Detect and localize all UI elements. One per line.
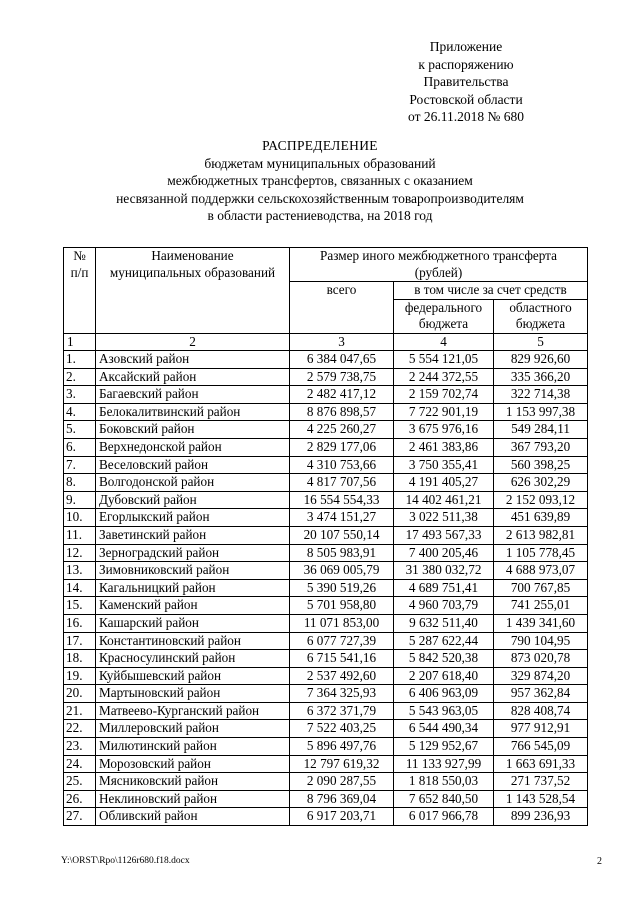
row-number: 6. [64, 438, 96, 456]
row-number: 9. [64, 491, 96, 509]
municipality-name: Белокалитвинский район [96, 403, 290, 421]
amount-federal: 4 960 703,79 [394, 597, 494, 615]
header-row [64, 248, 588, 282]
amount-federal: 2 159 702,74 [394, 386, 494, 404]
amount-total: 5 701 958,80 [290, 597, 394, 615]
table-row [64, 702, 588, 720]
amount-federal: 7 722 901,19 [394, 403, 494, 421]
amount-total: 6 384 047,65 [290, 351, 394, 369]
table-row [64, 456, 588, 474]
table-row [64, 650, 588, 668]
amount-regional: 4 688 973,07 [494, 562, 588, 580]
amount-regional: 766 545,09 [494, 738, 588, 756]
header-federal [394, 299, 494, 333]
amount-regional: 873 020,78 [494, 650, 588, 668]
table-row [64, 544, 588, 562]
col-number: 4 [394, 333, 494, 351]
amount-regional: 1 105 778,45 [494, 544, 588, 562]
amount-total: 5 390 519,26 [290, 579, 394, 597]
row-number: 27. [64, 808, 96, 826]
table-row [64, 685, 588, 703]
amount-federal: 2 207 618,40 [394, 667, 494, 685]
header-name-line2: муниципальных образований [109, 264, 276, 280]
amount-federal: 5 543 963,05 [394, 702, 494, 720]
amount-total: 36 069 005,79 [290, 562, 394, 580]
amount-regional: 899 236,93 [494, 808, 588, 826]
amount-federal: 5 129 952,67 [394, 738, 494, 756]
municipality-name: Мартыновский район [96, 685, 290, 703]
amount-federal: 7 400 205,46 [394, 544, 494, 562]
amount-total: 7 364 325,93 [290, 685, 394, 703]
amount-total: 12 797 619,32 [290, 755, 394, 773]
header-regional [494, 299, 588, 333]
amount-regional: 790 104,95 [494, 632, 588, 650]
row-number: 7. [64, 456, 96, 474]
footer-file-path: Y:\ORST\Rpo\1126r680.f18.docx [61, 856, 190, 866]
appendix-line: Правительства [423, 74, 509, 89]
amount-total: 11 071 853,00 [290, 614, 394, 632]
amount-total: 4 225 260,27 [290, 421, 394, 439]
amount-federal: 6 406 963,09 [394, 685, 494, 703]
municipality-name: Морозовский район [96, 755, 290, 773]
amount-regional: 2 613 982,81 [494, 526, 588, 544]
header-size-line1: Размер иного межбюджетного трансферта [320, 248, 557, 263]
municipality-name: Волгодонской район [96, 474, 290, 492]
amount-total: 2 090 287,55 [290, 773, 394, 791]
appendix-line: Ростовской области [409, 91, 523, 107]
table-row [64, 773, 588, 791]
header-regional-line2: бюджета [515, 316, 566, 331]
municipality-name: Куйбышевский район [96, 667, 290, 685]
municipality-name: Зимовниковский район [96, 562, 290, 580]
municipality-name: Милютинский район [96, 738, 290, 756]
col-number: 1 [64, 333, 96, 351]
title-line: межбюджетных трансфертов, связанных с оказанием [167, 173, 473, 189]
header-federal-line2: бюджета [418, 316, 469, 331]
row-number: 16. [64, 614, 96, 632]
header-regional-line1: областного [509, 299, 572, 315]
table-body [64, 351, 588, 826]
amount-federal: 3 750 355,41 [394, 456, 494, 474]
amount-federal: 6 544 490,34 [394, 720, 494, 738]
header-including: в том числе за счет средств [394, 282, 588, 300]
amount-regional: 741 255,01 [494, 597, 588, 615]
amount-regional: 977 912,91 [494, 720, 588, 738]
header-num-line2: п/п [70, 264, 89, 280]
municipality-name: Веселовский район [96, 456, 290, 474]
row-number: 26. [64, 790, 96, 808]
amount-regional: 560 398,25 [494, 456, 588, 474]
municipality-name: Азовский район [96, 351, 290, 369]
municipality-name: Кагальницкий район [96, 579, 290, 597]
amount-total: 7 522 403,25 [290, 720, 394, 738]
col-number: 2 [96, 333, 290, 351]
table-row [64, 509, 588, 527]
amount-federal: 4 191 405,27 [394, 474, 494, 492]
col-number: 3 [290, 333, 394, 351]
table-row [64, 808, 588, 826]
row-number: 23. [64, 738, 96, 756]
amount-federal: 5 287 622,44 [394, 632, 494, 650]
header-name-line1: Наименование [151, 248, 234, 263]
table-row [64, 491, 588, 509]
distribution-table [63, 247, 588, 826]
amount-total: 8 505 983,91 [290, 544, 394, 562]
amount-federal: 4 689 751,41 [394, 579, 494, 597]
amount-total: 6 917 203,71 [290, 808, 394, 826]
table-row [64, 632, 588, 650]
amount-federal: 6 017 966,78 [394, 808, 494, 826]
table-row [64, 738, 588, 756]
municipality-name: Верхнедонской район [96, 438, 290, 456]
table-row [64, 403, 588, 421]
amount-federal: 7 652 840,50 [394, 790, 494, 808]
amount-federal: 1 818 550,03 [394, 773, 494, 791]
page-number: 2 [597, 856, 602, 867]
amount-regional: 329 874,20 [494, 667, 588, 685]
amount-federal: 5 554 121,05 [394, 351, 494, 369]
amount-total: 6 372 371,79 [290, 702, 394, 720]
row-number: 5. [64, 421, 96, 439]
row-number: 24. [64, 755, 96, 773]
row-number: 2. [64, 368, 96, 386]
amount-total: 4 817 707,56 [290, 474, 394, 492]
amount-federal: 11 133 927,99 [394, 755, 494, 773]
header-name [96, 248, 290, 334]
municipality-name: Багаевский район [96, 386, 290, 404]
appendix-line: Приложение [429, 39, 503, 54]
amount-federal: 2 461 383,86 [394, 438, 494, 456]
amount-regional: 626 302,29 [494, 474, 588, 492]
col-number: 5 [494, 333, 588, 351]
table-row [64, 386, 588, 404]
amount-total: 6 715 541,16 [290, 650, 394, 668]
row-number: 1. [64, 351, 96, 369]
amount-regional: 1 439 341,60 [494, 614, 588, 632]
municipality-name: Кашарский район [96, 614, 290, 632]
row-number: 10. [64, 509, 96, 527]
amount-regional: 700 767,85 [494, 579, 588, 597]
municipality-name: Боковский район [96, 421, 290, 439]
municipality-name: Неклиновский район [96, 790, 290, 808]
appendix-line: к распоряжению [418, 56, 514, 72]
municipality-name: Обливский район [96, 808, 290, 826]
table-row [64, 614, 588, 632]
amount-federal: 14 402 461,21 [394, 491, 494, 509]
municipality-name: Аксайский район [96, 368, 290, 386]
amount-total: 8 796 369,04 [290, 790, 394, 808]
amount-regional: 367 793,20 [494, 438, 588, 456]
table-row [64, 526, 588, 544]
amount-federal: 3 675 976,16 [394, 421, 494, 439]
municipality-name: Красносулинский район [96, 650, 290, 668]
amount-regional: 1 143 528,54 [494, 790, 588, 808]
amount-regional: 957 362,84 [494, 685, 588, 703]
amount-total: 20 107 550,14 [290, 526, 394, 544]
municipality-name: Зерноградский район [96, 544, 290, 562]
header-size-line2: (рублей) [414, 264, 463, 280]
row-number: 14. [64, 579, 96, 597]
table-row [64, 720, 588, 738]
table-row [64, 579, 588, 597]
table-row [64, 421, 588, 439]
appendix-block [366, 38, 566, 126]
document-title [60, 137, 580, 225]
header-federal-line1: федерального [404, 299, 483, 315]
amount-regional: 1 153 997,38 [494, 403, 588, 421]
table-row [64, 667, 588, 685]
amount-regional: 322 714,38 [494, 386, 588, 404]
amount-total: 3 474 151,27 [290, 509, 394, 527]
municipality-name: Миллеровский район [96, 720, 290, 738]
amount-federal: 2 244 372,55 [394, 368, 494, 386]
appendix-line: от 26.11.2018 № 680 [408, 109, 524, 124]
table-row [64, 790, 588, 808]
municipality-name: Дубовский район [96, 491, 290, 509]
amount-total: 4 310 753,66 [290, 456, 394, 474]
amount-total: 2 579 738,75 [290, 368, 394, 386]
title-line: в области растениеводства, на 2018 год [207, 208, 433, 224]
amount-federal: 31 380 032,72 [394, 562, 494, 580]
row-number: 4. [64, 403, 96, 421]
row-number: 15. [64, 597, 96, 615]
header-num [64, 248, 96, 334]
amount-federal: 5 842 520,38 [394, 650, 494, 668]
row-number: 11. [64, 526, 96, 544]
row-number: 3. [64, 386, 96, 404]
title-line: бюджетам муниципальных образований [204, 155, 436, 171]
municipality-name: Мясниковский район [96, 773, 290, 791]
row-number: 22. [64, 720, 96, 738]
row-number: 18. [64, 650, 96, 668]
table-row [64, 474, 588, 492]
row-number: 20. [64, 685, 96, 703]
table-row [64, 597, 588, 615]
header-total: всего [290, 282, 394, 334]
amount-total: 2 537 492,60 [290, 667, 394, 685]
row-number: 21. [64, 702, 96, 720]
table-row [64, 562, 588, 580]
amount-total: 6 077 727,39 [290, 632, 394, 650]
municipality-name: Матвеево-Курганский район [96, 702, 290, 720]
amount-regional: 335 366,20 [494, 368, 588, 386]
amount-total: 2 482 417,12 [290, 386, 394, 404]
amount-regional: 271 737,52 [494, 773, 588, 791]
amount-regional: 1 663 691,33 [494, 755, 588, 773]
title-main: РАСПРЕДЕЛЕНИЕ [262, 138, 378, 153]
amount-federal: 17 493 567,33 [394, 526, 494, 544]
table-row [64, 438, 588, 456]
amount-federal: 9 632 511,40 [394, 614, 494, 632]
table-row [64, 755, 588, 773]
amount-regional: 2 152 093,12 [494, 491, 588, 509]
amount-federal: 3 022 511,38 [394, 509, 494, 527]
amount-regional: 549 284,11 [494, 421, 588, 439]
amount-regional: 829 926,60 [494, 351, 588, 369]
row-number: 13. [64, 562, 96, 580]
amount-regional: 828 408,74 [494, 702, 588, 720]
header-num-line1: № [73, 248, 86, 263]
table-row [64, 368, 588, 386]
title-line: несвязанной поддержки сельскохозяйственным товаропроизводителям [116, 190, 524, 206]
amount-total: 5 896 497,76 [290, 738, 394, 756]
municipality-name: Каменский район [96, 597, 290, 615]
municipality-name: Константиновский район [96, 632, 290, 650]
header-size [290, 248, 588, 282]
row-number: 8. [64, 474, 96, 492]
municipality-name: Егорлыкский район [96, 509, 290, 527]
municipality-name: Заветинский район [96, 526, 290, 544]
amount-total: 2 829 177,06 [290, 438, 394, 456]
row-number: 25. [64, 773, 96, 791]
row-number: 17. [64, 632, 96, 650]
row-number: 19. [64, 667, 96, 685]
amount-regional: 451 639,89 [494, 509, 588, 527]
column-number-row [64, 333, 588, 351]
table-row [64, 351, 588, 369]
amount-total: 8 876 898,57 [290, 403, 394, 421]
row-number: 12. [64, 544, 96, 562]
amount-total: 16 554 554,33 [290, 491, 394, 509]
